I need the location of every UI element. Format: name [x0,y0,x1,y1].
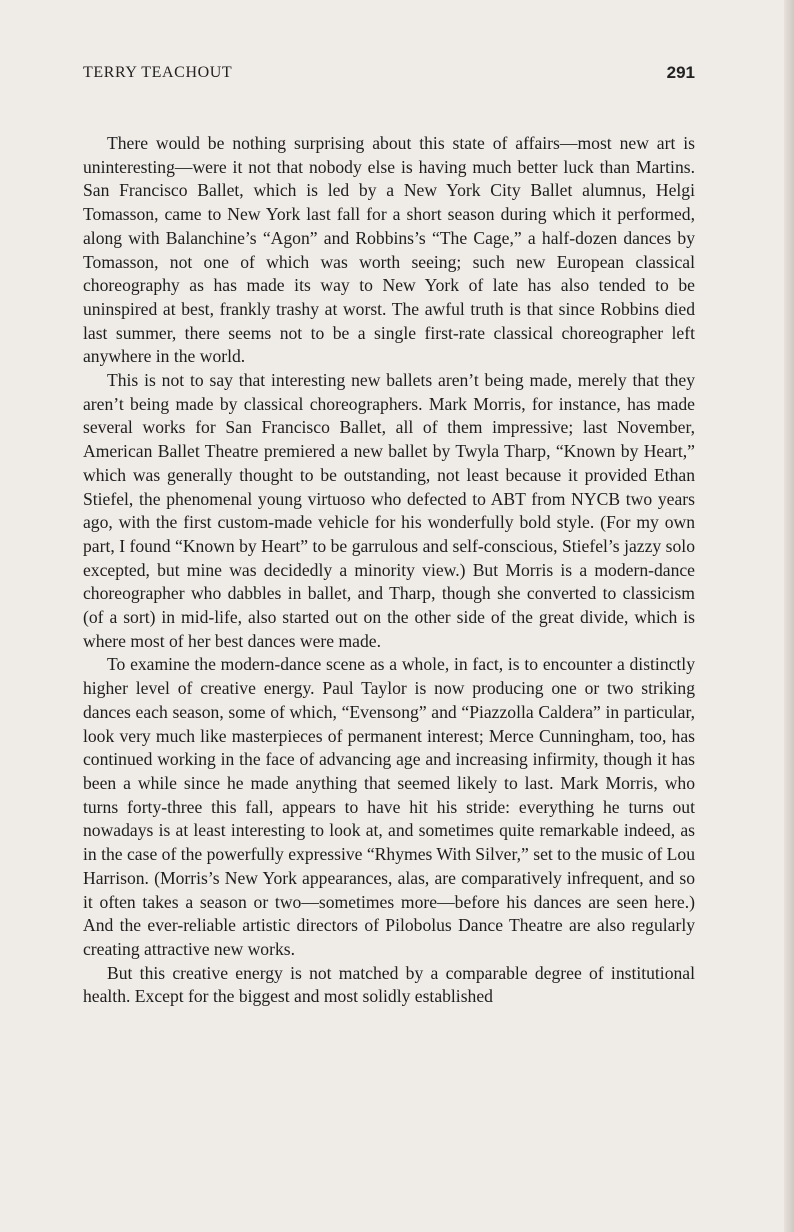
paragraph-3: To examine the modern-dance scene as a whole, in fact, is to encounter a distinctly higher level of creative energy. Paul Taylor is now producing one or two striking dances each season, some of which, “Evensong” and “Piazzolla Caldera” in particular, look very much like masterpieces of permanent interest; Merce Cunningham, too, has continued working in the face of advancing age and increasing infirmity, though it has been a while since he made anything that seemed likely to last. Mark Morris, who turns forty-three this fall, appears to have hit his stride: everything he turns out nowadays is at least interesting to look at, and sometimes quite remarkable indeed, as in the case of the powerfully expressive “Rhymes With Silver,” set to the music of Lou Harrison. (Morris’s New York appearances, alas, are comparatively infrequent, and so it often takes a season or two—sometimes more—before his dances are seen here.) And the ever-reliable artistic directors of Pilobolus Dance Theatre are also regularly creating attractive new works. [83,654,695,959]
paragraph-2: This is not to say that interesting new ballets aren’t being made, merely that they aren’t being made by classical choreographers. Mark Morris, for instance, has made several works for San Francisco Ballet, all of them impressive; last November, American Ballet Theatre premiered a new ballet by Twyla Tharp, “Known by Heart,” which was generally thought to be outstanding, not least because it provided Ethan Stiefel, the phenomenal young virtuoso who defected to ABT from NYCB two years ago, with the first custom-made vehicle for his wonderfully bold style. (For my own part, I found “Known by Heart” to be garrulous and self-conscious, Stiefel’s jazzy solo excepted, but mine was decidedly a minority view.) But Morris is a modern-dance choreographer who dabbles in ballet, and Tharp, though she converted to classicism (of a sort) in mid-life, also started out on the other side of the great divide, which is where most of her best dances were made. [83,370,695,651]
running-header [83,64,695,88]
running-head-author: TERRY TEACHOUT [83,64,233,81]
paragraph-1: There would be nothing surprising about this state of affairs—most new art is uninteresting—were it not that nobody else is having much better luck than Martins. San Francisco Ballet, which is led by a New York City Ballet alumnus, Helgi Tomasson, came to New York last fall for a short season during which it performed, along with Balanchine’s “Agon” and Robbins’s “The Cage,” a half-dozen dances by Tomasson, not one of which was worth seeing; such new European classical choreography as has made its way to New York of late has also tended to be uninspired at best, frankly trashy at worst. The awful truth is that since Robbins died last summer, there seems not to be a single first-rate classical choreographer left anywhere in the world. [83,133,695,367]
page-number: 291 [666,63,695,82]
body-text [83,132,695,1009]
page-edge-shadow [784,0,794,1232]
paragraph-4: But this creative energy is not matched by a comparable degree of institutional health. Except for the biggest and most solidly established [83,962,695,1007]
